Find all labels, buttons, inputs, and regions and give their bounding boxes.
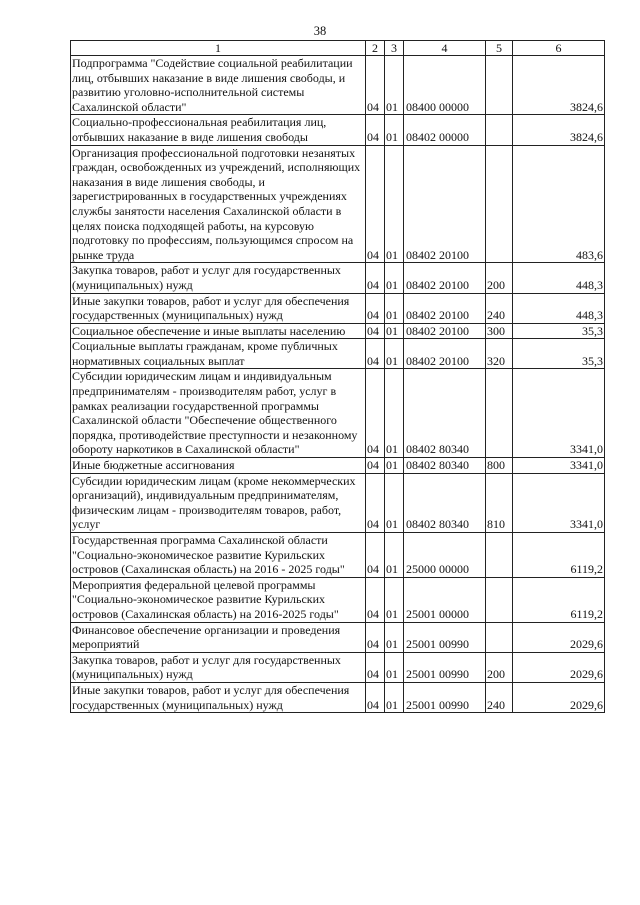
row-name-cell: Закупка товаров, работ и услуг для государственных (муниципальных) нужд	[71, 263, 366, 293]
row-expense-type-cell: 200	[486, 652, 513, 682]
row-section-cell: 04	[366, 369, 385, 458]
row-target-article-cell: 08402 20100	[404, 323, 486, 339]
row-name-cell: Иные бюджетные ассигнования	[71, 458, 366, 474]
row-section-cell: 04	[366, 577, 385, 622]
header-cell: 2	[366, 41, 385, 56]
row-name-cell: Социальное обеспечение и иные выплаты населению	[71, 323, 366, 339]
row-section-cell: 04	[366, 115, 385, 145]
row-subsection-cell: 01	[385, 622, 404, 652]
row-expense-type-cell: 300	[486, 323, 513, 339]
row-section-cell: 04	[366, 473, 385, 532]
row-expense-type-cell: 810	[486, 473, 513, 532]
row-expense-type-cell	[486, 369, 513, 458]
table-row	[71, 323, 605, 339]
table-row	[71, 577, 605, 622]
row-expense-type-cell	[486, 115, 513, 145]
table-row	[71, 473, 605, 532]
row-target-article-cell: 25001 00990	[404, 622, 486, 652]
row-name-cell: Государственная программа Сахалинской области "Социально-экономическое развитие Курильских островов (Сахалинская область) на 2016 - 2025 годы"	[71, 533, 366, 578]
row-name-cell: Иные закупки товаров, работ и услуг для обеспечения государственных (муниципальных) нужд	[71, 293, 366, 323]
row-name-cell: Субсидии юридическим лицам (кроме некоммерческих организаций), индивидуальным предпринимателям, физическим лицам - производителям товаров, работ, услуг	[71, 473, 366, 532]
row-target-article-cell: 25001 00990	[404, 652, 486, 682]
row-subsection-cell: 01	[385, 263, 404, 293]
row-subsection-cell: 01	[385, 577, 404, 622]
row-name-cell: Иные закупки товаров, работ и услуг для обеспечения государственных (муниципальных) нужд	[71, 682, 366, 712]
row-name-cell: Мероприятия федеральной целевой программы "Социально-экономическое развитие Курильских островов (Сахалинская область) на 2016-2025 годы"	[71, 577, 366, 622]
row-target-article-cell: 08402 00000	[404, 115, 486, 145]
row-amount-cell: 3341,0	[513, 473, 605, 532]
row-amount-cell: 3341,0	[513, 458, 605, 474]
row-subsection-cell: 01	[385, 56, 404, 115]
row-expense-type-cell: 240	[486, 293, 513, 323]
row-target-article-cell: 08402 20100	[404, 145, 486, 263]
table-row	[71, 369, 605, 458]
budget-table	[70, 40, 605, 713]
row-amount-cell: 2029,6	[513, 652, 605, 682]
row-target-article-cell: 08402 20100	[404, 339, 486, 369]
row-target-article-cell: 08402 80340	[404, 458, 486, 474]
table-row	[71, 458, 605, 474]
row-target-article-cell: 08402 80340	[404, 473, 486, 532]
row-expense-type-cell	[486, 56, 513, 115]
row-target-article-cell: 25001 00000	[404, 577, 486, 622]
row-subsection-cell: 01	[385, 115, 404, 145]
row-expense-type-cell	[486, 533, 513, 578]
row-section-cell: 04	[366, 533, 385, 578]
row-expense-type-cell	[486, 622, 513, 652]
row-section-cell: 04	[366, 622, 385, 652]
table-row	[71, 339, 605, 369]
row-name-cell: Социально-профессиональная реабилитация лиц, отбывших наказание в виде лишения свободы	[71, 115, 366, 145]
row-section-cell: 04	[366, 339, 385, 369]
row-name-cell: Финансовое обеспечение организации и проведения мероприятий	[71, 622, 366, 652]
row-amount-cell: 3824,6	[513, 56, 605, 115]
row-name-cell: Организация профессиональной подготовки незанятых граждан, освобожденных из учреждений, исполняющих наказания в виде лишения свободы, и зарегистрированных в государственных учреждениях службы занятости населения Сахалинской области в целях поиска подходящей работы, на курсовую подготовку по профессиям, пользующимся спросом на рынке труда	[71, 145, 366, 263]
header-cell: 3	[385, 41, 404, 56]
row-expense-type-cell: 800	[486, 458, 513, 474]
table-row	[71, 56, 605, 115]
row-amount-cell: 483,6	[513, 145, 605, 263]
row-name-cell: Закупка товаров, работ и услуг для государственных (муниципальных) нужд	[71, 652, 366, 682]
row-section-cell: 04	[366, 652, 385, 682]
row-expense-type-cell	[486, 577, 513, 622]
row-subsection-cell: 01	[385, 458, 404, 474]
row-subsection-cell: 01	[385, 293, 404, 323]
table-row	[71, 293, 605, 323]
table-row	[71, 652, 605, 682]
row-subsection-cell: 01	[385, 145, 404, 263]
row-subsection-cell: 01	[385, 339, 404, 369]
table-row	[71, 145, 605, 263]
row-target-article-cell: 25001 00990	[404, 682, 486, 712]
row-subsection-cell: 01	[385, 473, 404, 532]
row-amount-cell: 2029,6	[513, 682, 605, 712]
row-section-cell: 04	[366, 458, 385, 474]
table-header-row	[71, 41, 605, 56]
row-amount-cell: 2029,6	[513, 622, 605, 652]
row-name-cell: Подпрограмма "Содействие социальной реабилитации лиц, отбывших наказание в виде лишения свободы, и развитию уголовно-исполнительной системы Сахалинской области"	[71, 56, 366, 115]
table-row	[71, 115, 605, 145]
header-cell: 1	[71, 41, 366, 56]
row-amount-cell: 3341,0	[513, 369, 605, 458]
row-amount-cell: 6119,2	[513, 577, 605, 622]
table-row	[71, 263, 605, 293]
row-target-article-cell: 08402 20100	[404, 263, 486, 293]
row-amount-cell: 448,3	[513, 293, 605, 323]
table-row	[71, 622, 605, 652]
row-subsection-cell: 01	[385, 682, 404, 712]
row-amount-cell: 448,3	[513, 263, 605, 293]
row-amount-cell: 35,3	[513, 339, 605, 369]
row-section-cell: 04	[366, 682, 385, 712]
table-row	[71, 533, 605, 578]
table-row	[71, 682, 605, 712]
row-target-article-cell: 08400 00000	[404, 56, 486, 115]
row-subsection-cell: 01	[385, 369, 404, 458]
row-target-article-cell: 08402 80340	[404, 369, 486, 458]
row-expense-type-cell: 200	[486, 263, 513, 293]
row-expense-type-cell: 320	[486, 339, 513, 369]
row-target-article-cell: 25000 00000	[404, 533, 486, 578]
header-cell: 4	[404, 41, 486, 56]
row-expense-type-cell: 240	[486, 682, 513, 712]
row-section-cell: 04	[366, 263, 385, 293]
row-expense-type-cell	[486, 145, 513, 263]
row-subsection-cell: 01	[385, 652, 404, 682]
row-amount-cell: 35,3	[513, 323, 605, 339]
row-section-cell: 04	[366, 293, 385, 323]
budget-table-body	[71, 41, 605, 713]
page-number: 38	[313, 24, 327, 38]
row-amount-cell: 3824,6	[513, 115, 605, 145]
header-cell: 5	[486, 41, 513, 56]
row-name-cell: Субсидии юридическим лицам и индивидуальным предпринимателям - производителям работ, услуг в рамках реализации государственной программы Сахалинской области "Обеспечение общественного порядка, противодействие преступности и незаконному обороту наркотиков в Сахалинской области"	[71, 369, 366, 458]
row-section-cell: 04	[366, 323, 385, 339]
row-amount-cell: 6119,2	[513, 533, 605, 578]
row-subsection-cell: 01	[385, 323, 404, 339]
row-section-cell: 04	[366, 56, 385, 115]
row-subsection-cell: 01	[385, 533, 404, 578]
row-name-cell: Социальные выплаты гражданам, кроме публичных нормативных социальных выплат	[71, 339, 366, 369]
header-cell: 6	[513, 41, 605, 56]
row-section-cell: 04	[366, 145, 385, 263]
row-target-article-cell: 08402 20100	[404, 293, 486, 323]
